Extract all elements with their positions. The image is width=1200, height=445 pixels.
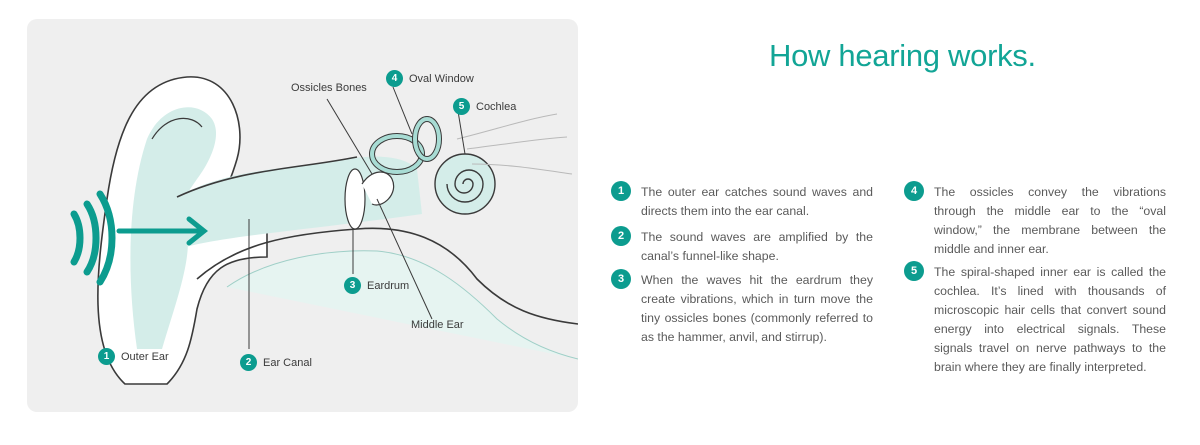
label-ear-canal	[240, 354, 312, 371]
label-text: Eardrum	[367, 279, 410, 292]
badge-3: 3	[344, 277, 361, 294]
badge-4: 4	[386, 70, 403, 87]
step-text: The ossicles convey the vibrations through the middle ear to the “oval window,” the membrane between the middle and inner ear.	[934, 185, 1166, 256]
step-badge: 1	[611, 181, 631, 201]
label-ossicles-bones: Ossicles Bones	[291, 82, 367, 94]
label-oval-window	[386, 70, 474, 87]
label-text: Cochlea	[476, 100, 517, 113]
cochlea-shape	[435, 154, 495, 214]
label-eardrum	[344, 277, 409, 294]
step-item	[611, 228, 873, 266]
eardrum-shape	[345, 169, 365, 229]
page-title: How hearing works.	[769, 38, 1036, 73]
step-item	[904, 183, 1166, 259]
step-text: The outer ear catches sound waves and directs them into the ear canal.	[641, 185, 873, 218]
label-outer-ear	[98, 348, 169, 365]
label-middle-ear: Middle Ear	[411, 319, 464, 331]
step-badge: 4	[904, 181, 924, 201]
ear-diagram-panel	[27, 19, 578, 412]
label-text: Ear Canal	[263, 356, 312, 369]
label-cochlea	[453, 98, 516, 115]
label-text: Outer Ear	[121, 350, 169, 363]
step-text: The sound waves are amplified by the canal’s funnel-like shape.	[641, 230, 873, 263]
badge-1: 1	[98, 348, 115, 365]
badge-2: 2	[240, 354, 257, 371]
step-item	[904, 263, 1166, 377]
step-badge: 2	[611, 226, 631, 246]
step-item	[611, 271, 873, 347]
step-text: The spiral-shaped inner ear is called the cochlea. It’s lined with thousands of microscopic hair cells that convert sound energy into electrical signals. These signals travel on nerve pathways to the brain where they are finally interpreted.	[934, 265, 1166, 374]
step-badge: 5	[904, 261, 924, 281]
badge-5: 5	[453, 98, 470, 115]
step-text: When the waves hit the eardrum they create vibrations, which in turn move the tiny ossicles bones (commonly referred to as the hammer, anvil, and stirrup).	[641, 273, 873, 344]
label-text: Oval Window	[409, 72, 474, 85]
step-item	[611, 183, 873, 221]
step-badge: 3	[611, 269, 631, 289]
